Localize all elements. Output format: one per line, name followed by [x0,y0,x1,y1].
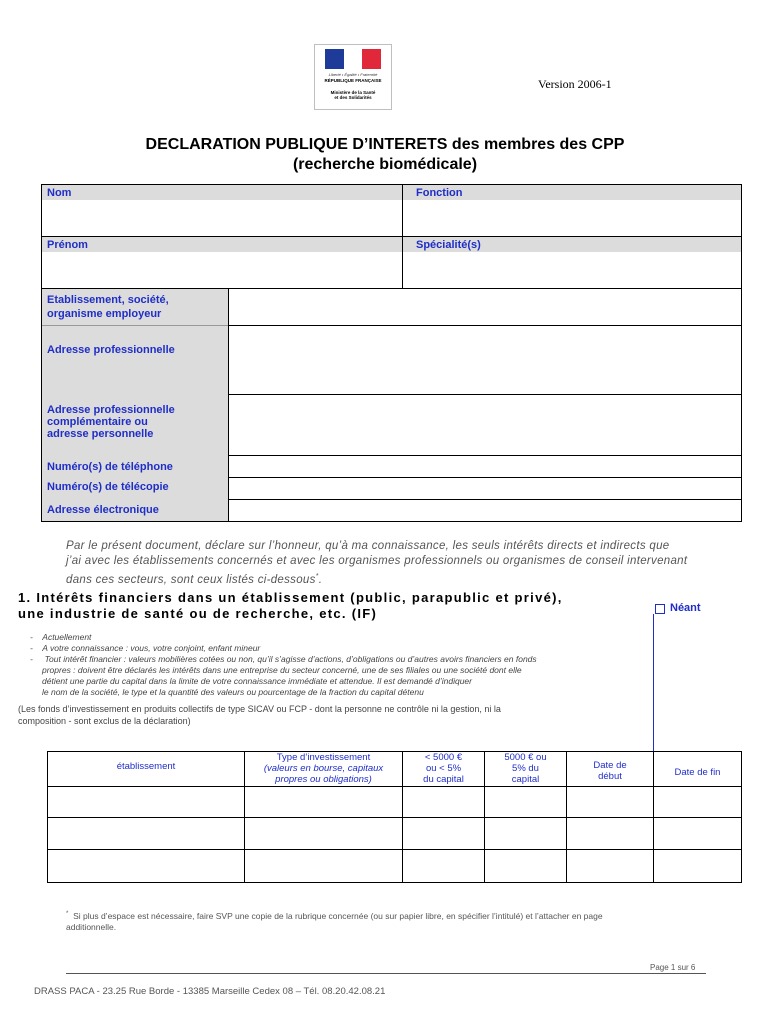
page-title: DECLARATION PUBLIQUE D’INTERETS des membres des CPP [145,136,625,153]
grid-line [741,184,742,522]
grid-line [41,288,742,289]
th-date-fin: Date de fin [674,767,721,778]
prenom-field[interactable] [42,253,402,288]
tel-field[interactable] [230,456,741,477]
nom-label: Nom [47,187,72,199]
specialite-field[interactable] [404,253,741,288]
fax-label: Numéro(s) de télécopie [47,481,169,493]
declaration-paragraph: Par le présent document, déclare sur l’honneur, qu’à ma connaissance, les seuls intérêts directs et indirects que j’ai avec les établissements concernés et avec les organismes professionnels ou organismes de conseil intervenant dans ces secteurs, sont ceux listés ci-dessous*. [66,540,688,586]
section1-title: 1. Intérêts financiers dans un établissement (public, parapublic et privé), une industrie de santé ou de recherche, etc. (IF) [18,590,563,621]
table-row[interactable] [48,787,741,817]
grid-line [41,184,42,522]
page-subtitle: (recherche biomédicale) [292,156,478,173]
fonction-field[interactable] [404,201,741,236]
tel-label: Numéro(s) de téléphone [47,461,173,473]
logo-republic: RÉPUBLIQUE FRANÇAISE [324,78,382,83]
grid-line [228,477,742,478]
neant-label: Néant [670,602,701,614]
logo-motto: Liberté • Égalité • Fraternité [328,72,378,77]
table-line [47,882,742,883]
adresse-comp-label: Adresse professionnelle complémentaire ou adresse personnelle [47,404,175,440]
prenom-label: Prénom [47,239,88,251]
footnote: * Si plus d’espace est nécessaire, faire SVP une copie de la rubrique concernée (ou sur papier libre, en spécifier l’intitulé) et l’attacher en page additionnelle. [66,910,603,932]
grid-line [228,455,742,456]
grid-line [41,236,742,237]
footer-address: DRASS PACA - 23.25 Rue Borde - 13385 Marseille Cedex 08 – Tél. 08.20.42.08.21 [34,986,386,997]
logo-ministry: Ministère de la Santé et des Solidarités [330,90,376,100]
adresse-pro-field[interactable] [230,326,741,394]
nom-header-row [41,185,742,200]
specialite-label: Spécialité(s) [416,239,481,251]
page-number: Page 1 sur 6 [650,963,696,972]
grid-line [41,184,742,185]
th-type-investissement: Type d’investissement (valeurs en bourse, capitaux propres ou obligations) [263,752,384,785]
table-line [741,751,742,883]
grid-line [41,521,742,522]
fonction-label: Fonction [416,187,463,199]
grid-line [41,325,228,326]
version-label: Version 2006-1 [538,77,612,91]
grid-line [228,499,742,500]
grid-line [228,325,742,326]
nom-field[interactable] [42,201,402,236]
french-flag-icon [325,49,381,69]
etablissement-label: Etablissement, société, organisme employeur [47,294,169,320]
footer-divider [66,973,706,974]
table-row[interactable] [48,850,741,882]
email-field[interactable] [230,500,741,521]
grid-line [228,394,742,395]
section1-note: (Les fonds d’investissement en produits collectifs de type SICAV ou FCP - dont la personne ne contrôle ni la gestion, ni la composition - sont exclus de la déclaration) [18,704,501,726]
marianne-logo [314,44,392,110]
section1-bullets: - Actuellement - A votre connaissance : vous, votre conjoint, enfant mineur - Tout intérêt financier : valeurs mobilières cotées ou non, qu’il s’agisse d’actions, d’obligations ou d’autres avoirs financiers en fonds propres : doivent être déclarés les intérêts dans une entreprise du secteur concerné, une de ses filiales ou une société dont elle détient une partie du capital dans la limite de votre connaissance immédiate et attendue. Il est demandé d’indiquer le nom de la société, le type et la quantité des valeurs ou pourcentage de la fraction du capital détenu [30,632,537,697]
adresse-pro-label: Adresse professionnelle [47,344,175,356]
th-etablissement: établissement [116,761,176,772]
th-date-debut: Date de début [593,760,627,782]
th-more-5000: 5000 € ou 5% du capital [504,752,547,785]
table-row[interactable] [48,818,741,849]
fax-field[interactable] [230,478,741,499]
prenom-header-row [41,237,742,252]
th-less-5000: < 5000 € ou < 5% du capital [423,752,464,785]
grid-line [228,288,229,522]
email-label: Adresse électronique [47,504,159,516]
grid-line [402,184,403,289]
etablissement-field[interactable] [230,290,741,325]
adresse-comp-field[interactable] [230,395,741,455]
neant-checkbox[interactable] [655,604,665,614]
